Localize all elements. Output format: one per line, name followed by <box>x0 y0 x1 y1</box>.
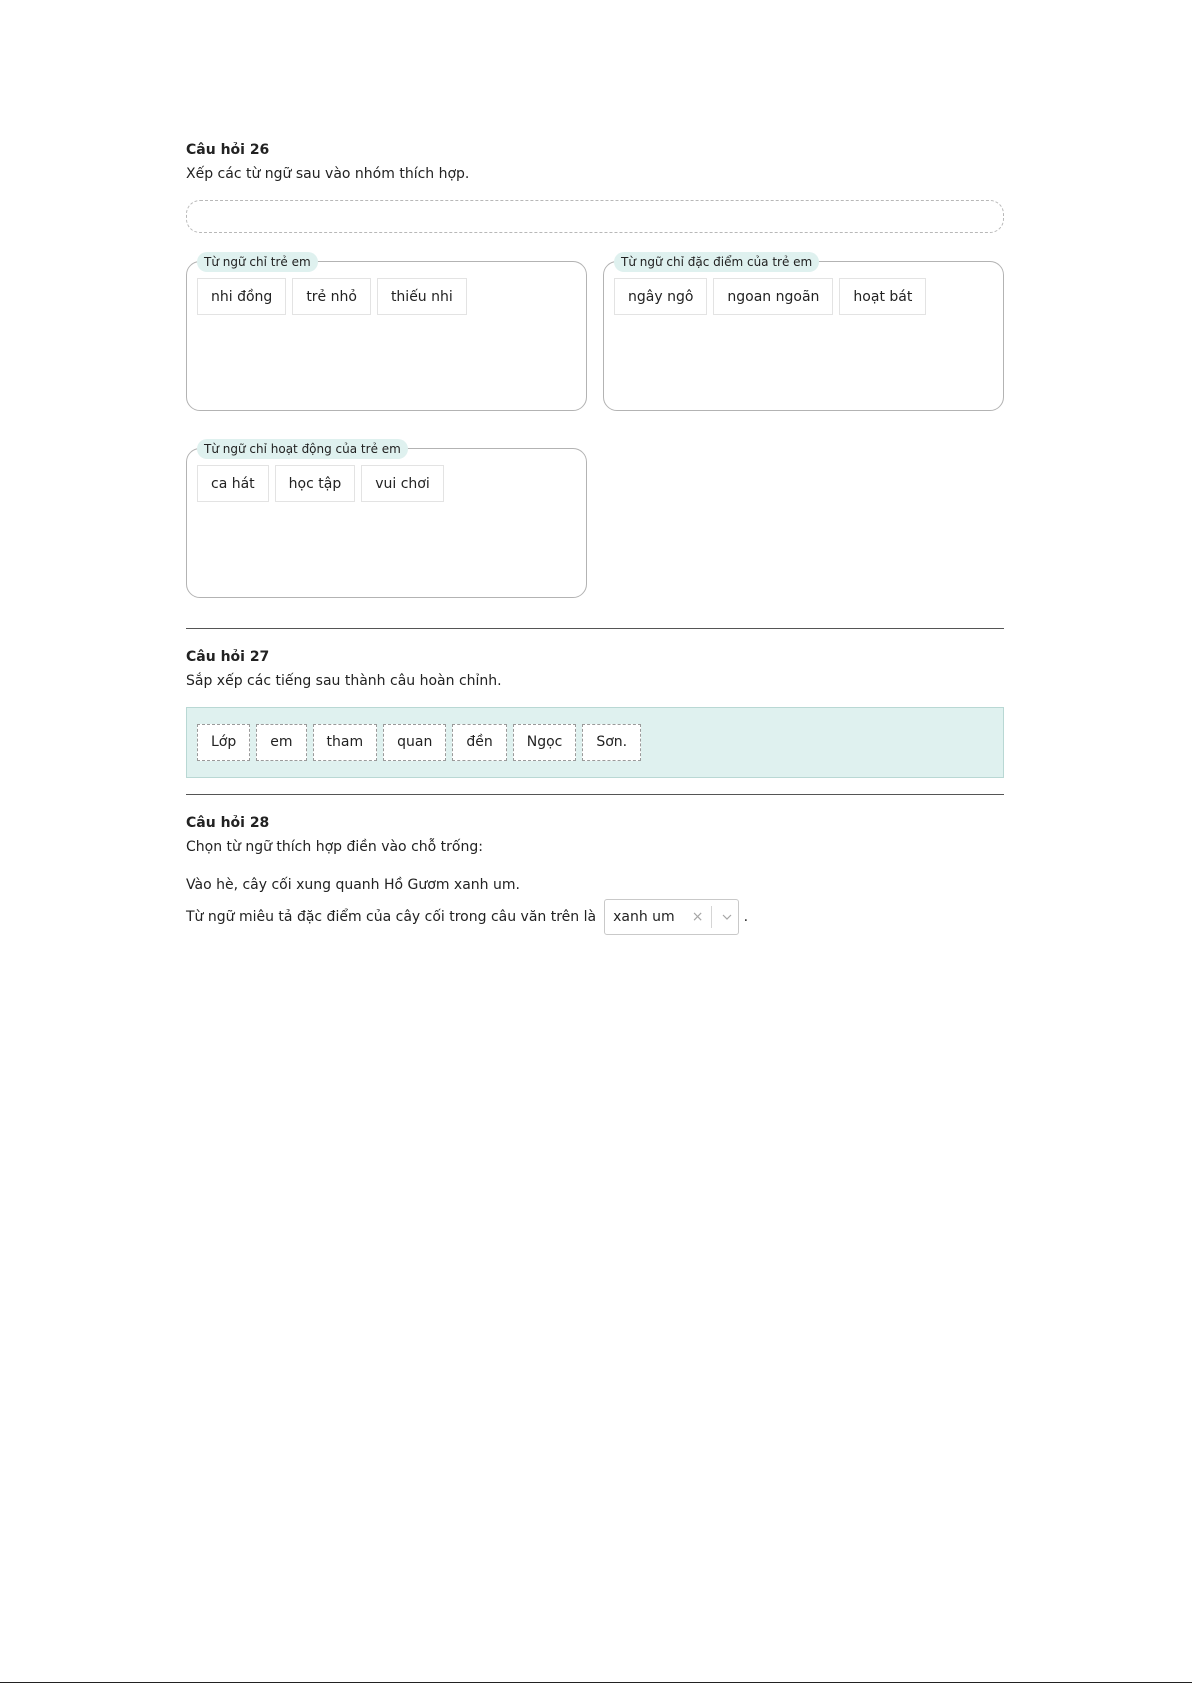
selected-value: xanh um <box>613 909 675 925</box>
word-tile[interactable]: Ngọc <box>513 724 577 761</box>
question-26 <box>186 140 1004 598</box>
question-title: Câu hỏi 26 <box>186 142 270 158</box>
question-28 <box>186 813 1004 935</box>
section-divider <box>186 628 1004 629</box>
group-label: Từ ngữ chỉ đặc điểm của trẻ em <box>614 252 819 272</box>
group-box-activities[interactable] <box>186 442 587 598</box>
word-chip[interactable]: ngây ngô <box>614 278 707 315</box>
word-chip[interactable]: nhi đồng <box>197 278 286 315</box>
chevron-down-icon[interactable] <box>716 914 738 920</box>
select-separator <box>711 906 712 928</box>
group-label: Từ ngữ chỉ hoạt động của trẻ em <box>197 439 408 459</box>
question-prompt: Xếp các từ ngữ sau vào nhóm thích hợp. <box>186 166 470 182</box>
sentence-builder[interactable] <box>186 707 1004 778</box>
word-chip[interactable]: vui chơi <box>361 465 444 502</box>
question-prompt: Chọn từ ngữ thích hợp điền vào chỗ trống: <box>186 839 483 855</box>
fill-blank-text: Từ ngữ miêu tả đặc điểm của cây cối trong câu văn trên là <box>186 909 597 925</box>
answer-select[interactable] <box>604 899 739 935</box>
group-box-children[interactable] <box>186 255 587 411</box>
word-pool-dropzone[interactable] <box>186 200 1004 233</box>
word-tile[interactable]: Sơn. <box>582 724 641 761</box>
word-chip[interactable]: ngoan ngoãn <box>713 278 833 315</box>
word-tile[interactable]: đền <box>452 724 506 761</box>
word-tile[interactable]: tham <box>313 724 378 761</box>
group-box-traits[interactable] <box>603 255 1004 411</box>
question-27 <box>186 647 1004 778</box>
section-divider <box>186 794 1004 795</box>
question-title: Câu hỏi 27 <box>186 649 270 665</box>
word-tile[interactable]: Lớp <box>197 724 250 761</box>
worksheet <box>186 140 1004 935</box>
word-chip[interactable]: ca hát <box>197 465 269 502</box>
fill-blank-line <box>186 899 1004 935</box>
word-chip[interactable]: học tập <box>275 465 356 502</box>
word-chip[interactable]: trẻ nhỏ <box>292 278 371 315</box>
word-tile[interactable]: quan <box>383 724 446 761</box>
question-title: Câu hỏi 28 <box>186 815 270 831</box>
sentence-end: . <box>743 909 749 925</box>
word-chip[interactable]: thiếu nhi <box>377 278 467 315</box>
word-chip[interactable]: hoạt bát <box>839 278 926 315</box>
example-sentence: Vào hè, cây cối xung quanh Hồ Gươm xanh um. <box>186 877 520 893</box>
close-icon[interactable]: × <box>691 909 704 925</box>
question-prompt: Sắp xếp các tiếng sau thành câu hoàn chỉnh. <box>186 673 502 689</box>
group-label: Từ ngữ chỉ trẻ em <box>197 252 318 272</box>
page-bottom-rule <box>0 1682 1192 1683</box>
word-tile[interactable]: em <box>256 724 306 761</box>
